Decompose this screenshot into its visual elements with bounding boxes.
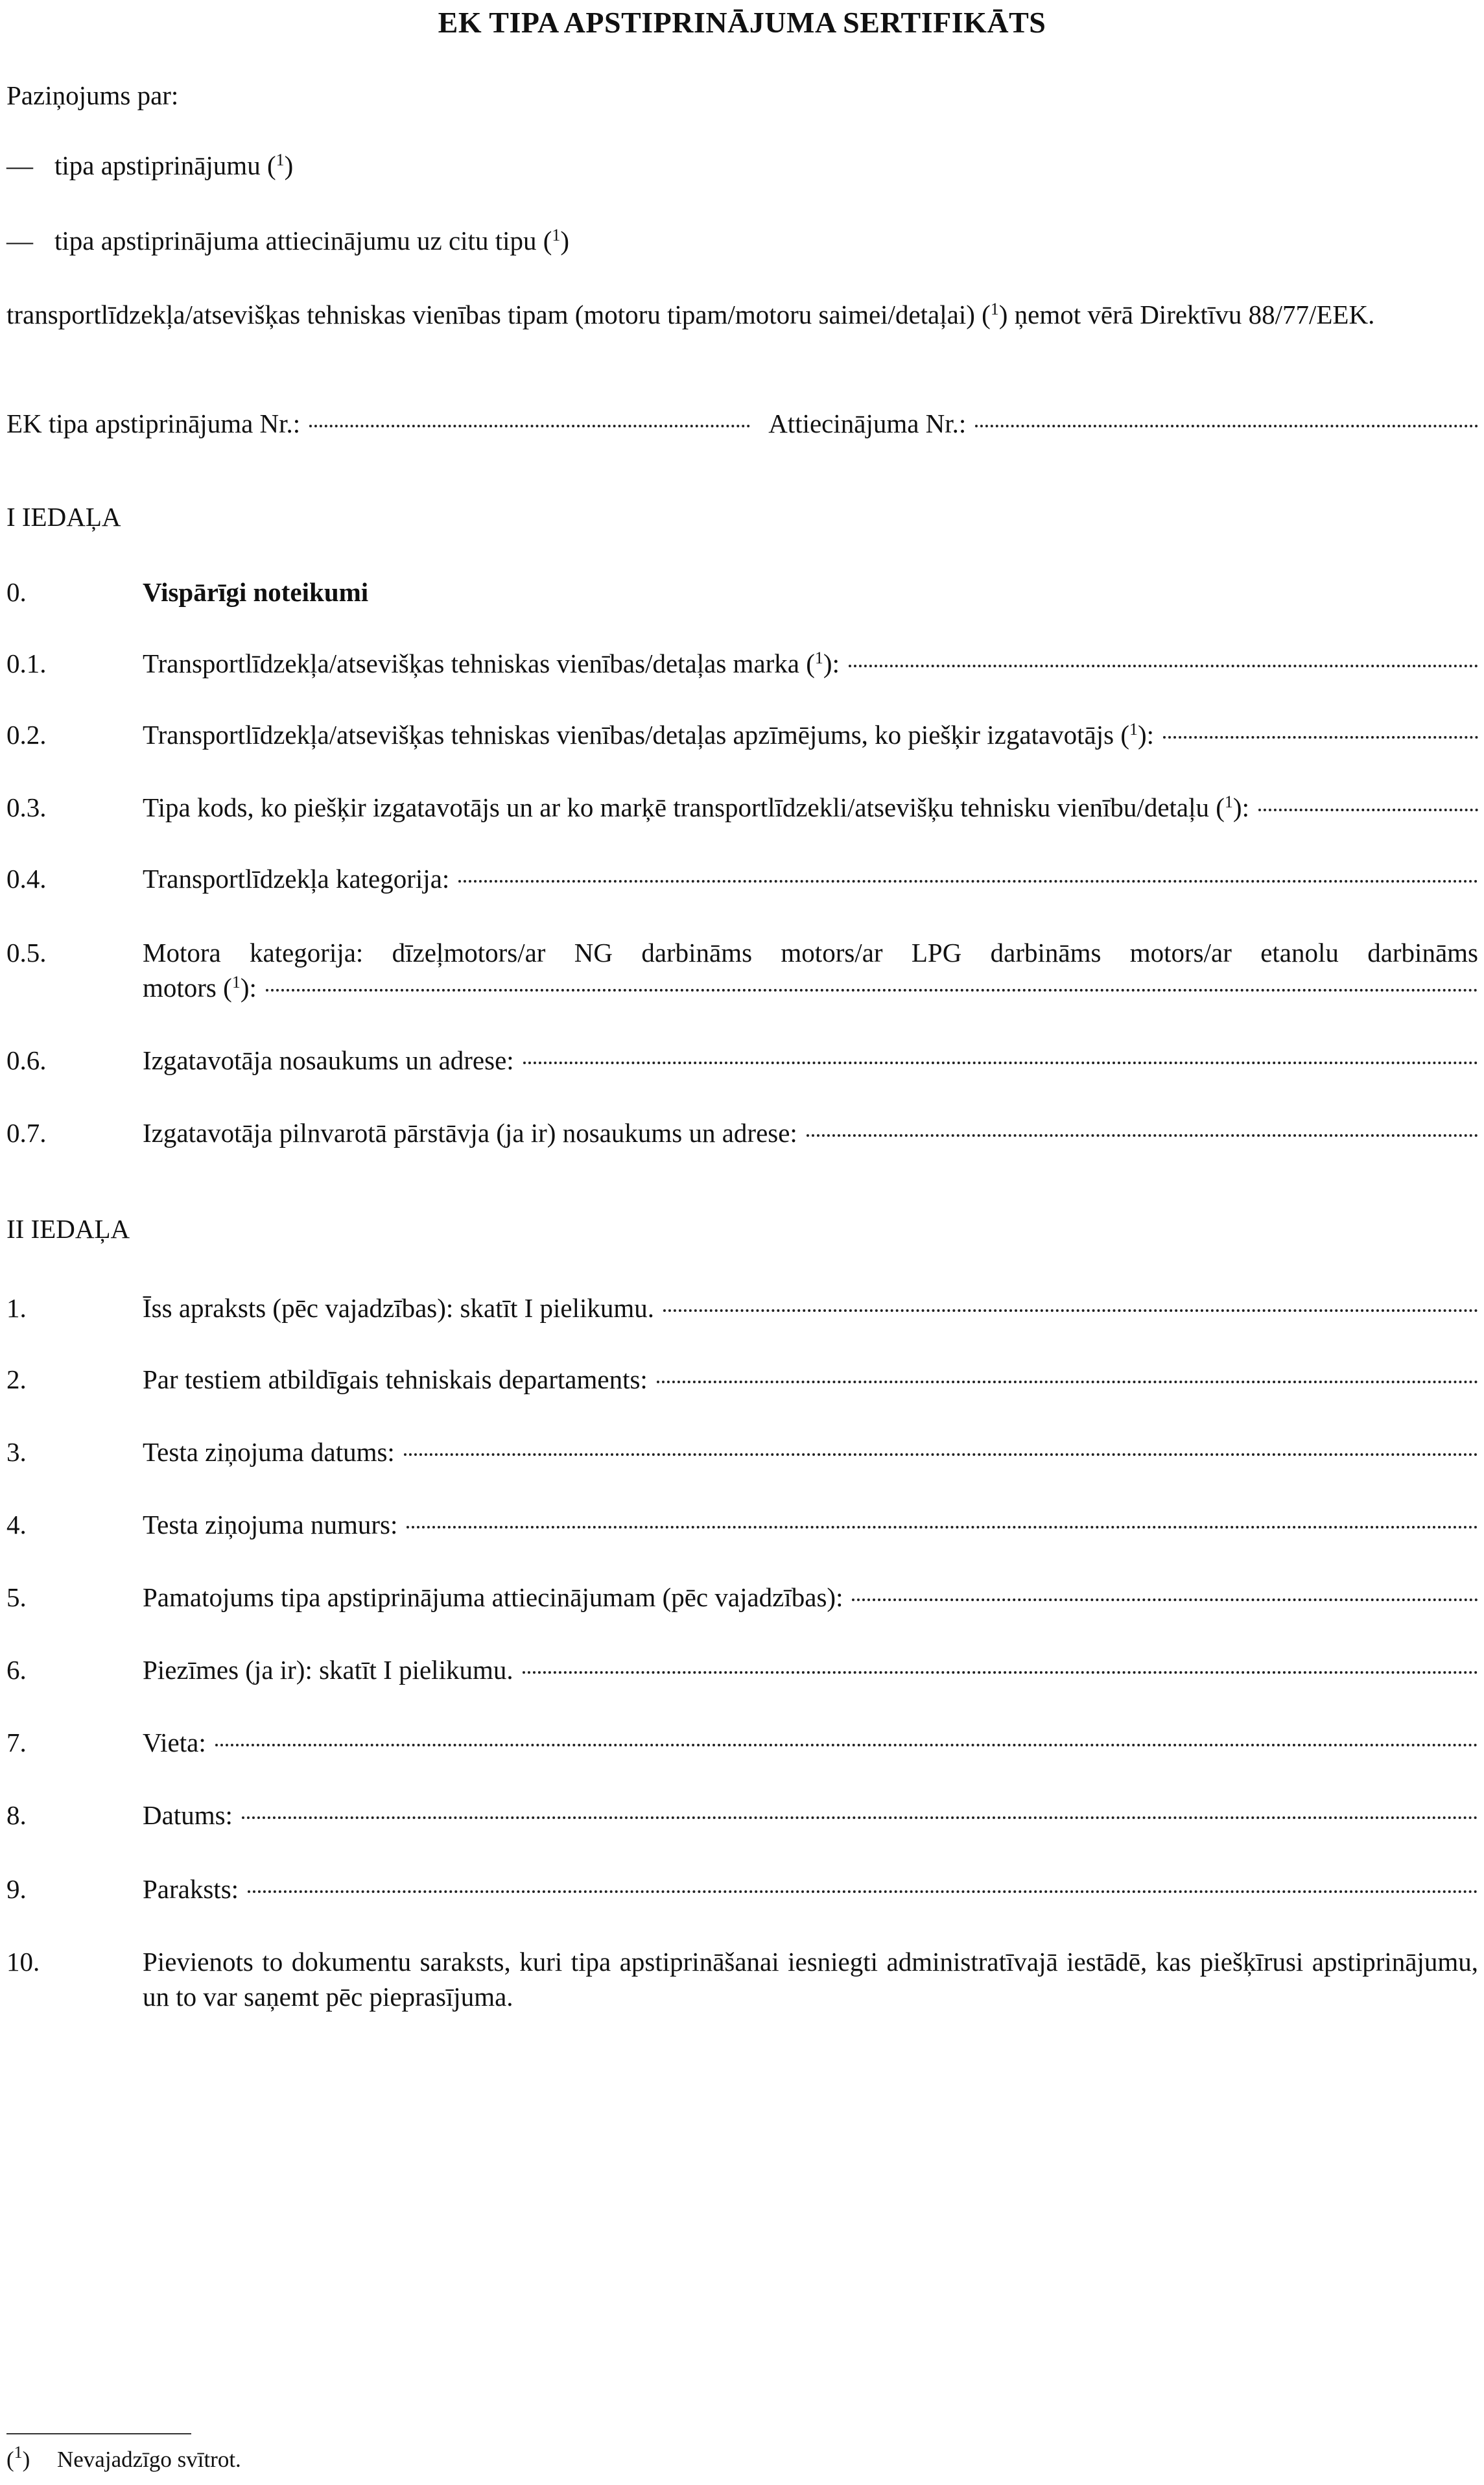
item-0-7-field[interactable]	[807, 1134, 1478, 1137]
item-suffix: :	[249, 973, 257, 1003]
item-text: Pamatojums tipa apstiprinājuma attiecinājumam (pēc vajadzības):	[143, 1582, 843, 1612]
section-1-heading: I IEDAĻA	[6, 502, 121, 532]
item-number: 0.	[6, 577, 27, 607]
item-number: 5.	[6, 1582, 27, 1612]
subject-paragraph	[6, 297, 1478, 332]
item-text: Izgatavotāja pilnvarotā pārstāvja (ja ir) nosaukums un adrese:	[143, 1118, 797, 1148]
footnote-ref: ($^1$)	[223, 973, 250, 1003]
subject-text-end: ņemot vērā Direktīvu 88/77/EEK.	[1014, 300, 1375, 329]
item-number: 0.1.	[6, 648, 47, 678]
item-text: Par testiem atbildīgais tehniskais departaments:	[143, 1364, 648, 1394]
item-text: Transportlīdzekļa/atsevišķas tehniskas vienības/detaļas marka	[143, 648, 799, 678]
item-text: Paraksts:	[143, 1874, 239, 1904]
item-text: Īss apraksts (pēc vajadzības): skatīt I pielikumu.	[143, 1293, 655, 1323]
item-number: 3.	[6, 1437, 27, 1467]
item-0-6-field[interactable]	[523, 1062, 1478, 1064]
item-text: Datums:	[143, 1800, 233, 1830]
approval-no-label: EK tipa apstiprinājuma Nr.:	[6, 409, 301, 438]
item-1-field[interactable]	[663, 1309, 1478, 1312]
dash-marker: —	[6, 150, 33, 180]
item-0-1-field[interactable]	[849, 665, 1478, 667]
footnote-ref: ($^1$)	[1216, 792, 1242, 822]
item-text: Transportlīdzekļa kategorija:	[143, 864, 450, 894]
footnote-ref: ($^1$)	[806, 648, 832, 678]
item-text: Piezīmes (ja ir): skatīt I pielikumu.	[143, 1655, 513, 1685]
item-text: Pievienots to dokumentu saraksts, kuri tipa apstiprināšanai iesniegti administratīvajā iestādē, kas piešķīrusi apstiprinājumu, un to var saņemt pēc pieprasījuma.	[143, 1947, 1478, 2012]
item-0-3-field[interactable]	[1258, 809, 1478, 811]
item-number: 0.3.	[6, 792, 47, 822]
footnote-ref: ($^1$)	[982, 300, 1008, 329]
item-6-field[interactable]	[523, 1671, 1478, 1674]
item-text: Testa ziņojuma datums:	[143, 1437, 395, 1467]
approval-no-field[interactable]	[309, 425, 750, 427]
item-suffix: :	[1146, 720, 1155, 750]
item-0-4-field[interactable]	[458, 880, 1478, 883]
item-suffix: :	[1242, 792, 1249, 822]
item-number: 9.	[6, 1874, 27, 1904]
general-heading-text: Vispārīgi noteikumi	[143, 577, 369, 607]
section-2-heading: II IEDAĻA	[6, 1214, 130, 1244]
item-0-5-field[interactable]	[266, 989, 1478, 992]
footnote-ref: ($^1$)	[1120, 720, 1147, 750]
item-8-field[interactable]	[242, 1816, 1478, 1819]
approval-numbers-row	[6, 406, 1478, 441]
item-number: 0.2.	[6, 720, 47, 750]
item-4-field[interactable]	[406, 1526, 1478, 1528]
item-number: 7.	[6, 1728, 27, 1757]
item-10	[6, 1944, 1478, 2015]
item-number: 0.7.	[6, 1118, 47, 1148]
subject-text-start: transportlīdzekļa/atsevišķas tehniskas vienības tipam (motoru tipam/motoru saimei/detaļai)	[6, 300, 975, 329]
document-title: EK TIPA APSTIPRINĀJUMA SERTIFIKĀTS	[438, 6, 1046, 39]
item-9-field[interactable]	[248, 1890, 1478, 1893]
item-number: 6.	[6, 1655, 27, 1685]
item-text: Izgatavotāja nosaukums un adrese:	[143, 1045, 514, 1075]
item-number: 2.	[6, 1364, 27, 1394]
item-2-field[interactable]	[657, 1381, 1478, 1383]
footnote-ref: ($^1$)	[543, 226, 570, 256]
footnote	[6, 2445, 241, 2475]
notice-item-type-extension	[6, 223, 569, 258]
item-text: Transportlīdzekļa/atsevišķas tehniskas vienības/detaļas apzīmējums, ko piešķir izgatavotājs	[143, 720, 1114, 750]
item-3-field[interactable]	[404, 1453, 1478, 1456]
item-text-line2: motors	[143, 973, 217, 1003]
notice-label: Paziņojums par:	[6, 80, 179, 110]
item-text: Vieta:	[143, 1728, 206, 1757]
item-number: 4.	[6, 1510, 27, 1540]
footnote-divider	[6, 2433, 191, 2434]
footnote-ref: ($^1$)	[266, 150, 294, 180]
item-number: 0.6.	[6, 1045, 47, 1075]
item-5-field[interactable]	[852, 1599, 1478, 1601]
footnote-number: ($^1$)	[6, 2443, 30, 2472]
item-suffix: :	[832, 648, 840, 678]
notice-item-type-approval	[6, 148, 293, 183]
footnote-text: Nevajadzīgo svītrot.	[57, 2447, 241, 2472]
item-text: Tipa kods, ko piešķir izgatavotājs un ar ko marķē transportlīdzekli/atsevišķu tehnisku vienību/detaļu	[143, 792, 1210, 822]
item-text: Testa ziņojuma numurs:	[143, 1510, 398, 1540]
item-7-field[interactable]	[215, 1744, 1478, 1746]
item-0-2-field[interactable]	[1163, 736, 1478, 739]
item-text: Motora kategorija: dīzeļmotors/ar NG darbināms motors/ar LPG darbināms motors/ar etanolu darbināms	[143, 938, 1478, 968]
item-0-5	[6, 935, 1478, 1006]
item-number: 0.5.	[6, 938, 47, 968]
item-number: 0.4.	[6, 864, 47, 894]
item-number: 8.	[6, 1800, 27, 1830]
notice-item-text: tipa apstiprinājumu	[54, 150, 261, 180]
extension-no-label: Attiecinājuma Nr.:	[768, 409, 967, 438]
notice-item-text: tipa apstiprinājuma attiecinājumu uz citu tipu	[54, 226, 537, 256]
item-number: 1.	[6, 1293, 27, 1323]
extension-no-field[interactable]	[975, 425, 1478, 427]
item-number: 10.	[6, 1947, 40, 1977]
dash-marker: —	[6, 226, 33, 256]
